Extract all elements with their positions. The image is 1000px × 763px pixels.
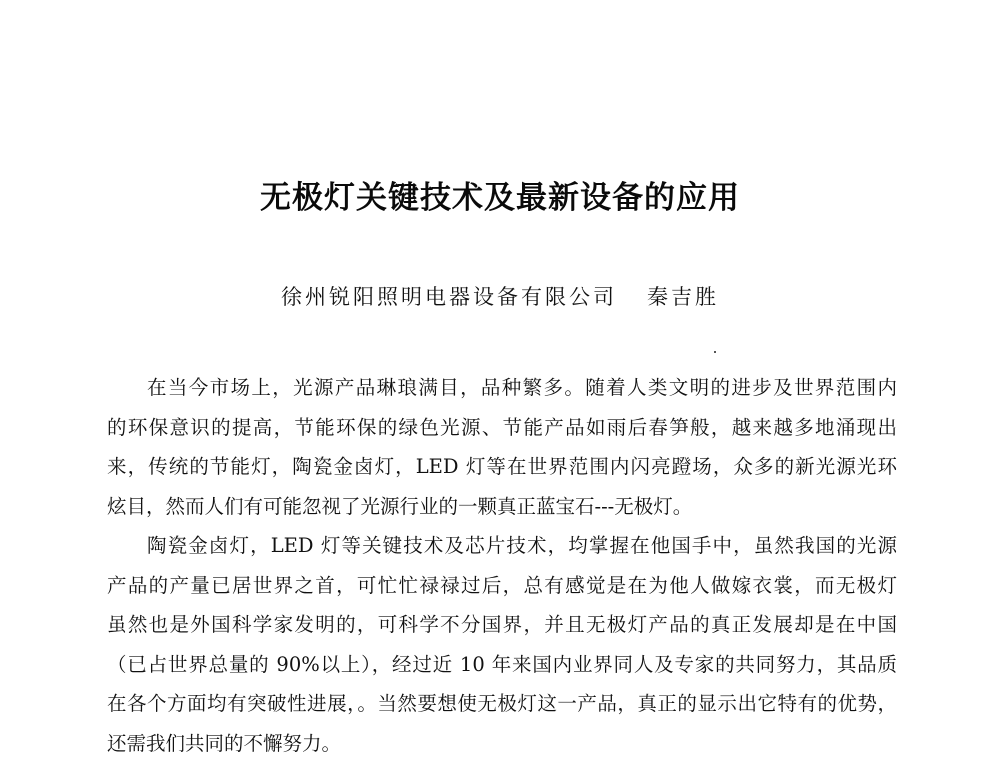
paragraph-line: 在各个方面均有突破性进展，。当然要想使无极灯这一产品，真正的显示出它特有的优势，	[107, 684, 897, 724]
paragraph-line: 还需我们共同的不懈努力。	[107, 724, 897, 763]
paragraph-line: 的环保意识的提高，节能环保的绿色光源、节能产品如雨后春笋般，越来越多地涌现出	[107, 408, 897, 448]
paper-title: 无极灯关键技术及最新设备的应用	[0, 172, 1000, 217]
paragraph-line: 虽然也是外国科学家发明的，可科学不分国界，并且无极灯产品的真正发展却是在中国	[107, 605, 897, 645]
author-affiliation: 徐州锐阳照明电器设备有限公司	[281, 285, 617, 309]
paragraph-2	[107, 526, 897, 763]
paragraph-line: 炫目，然而人们有可能忽视了光源行业的一颗真正蓝宝石---无极灯。	[107, 487, 897, 527]
author-line	[0, 281, 1000, 311]
paragraph-1	[107, 368, 897, 526]
scan-speck	[714, 351, 716, 353]
paragraph-line: 在当今市场上，光源产品琳琅满目，品种繁多。随着人类文明的进步及世界范围内	[107, 368, 897, 408]
paragraph-line: （已占世界总量的 90%以上），经过近 10 年来国内业界同人及专家的共同努力，其品质	[107, 645, 897, 685]
paragraph-line: 来，传统的节能灯，陶瓷金卤灯，LED 灯等在世界范围内闪亮蹬场，众多的新光源光环	[107, 447, 897, 487]
paragraph-line: 产品的产量已居世界之首，可忙忙禄禄过后，总有感觉是在为他人做嫁衣裳，而无极灯	[107, 566, 897, 606]
author-name: 秦吉胜	[647, 285, 719, 309]
body-text	[107, 368, 897, 763]
paragraph-line: 陶瓷金卤灯，LED 灯等关键技术及芯片技术，均掌握在他国手中，虽然我国的光源	[107, 526, 897, 566]
